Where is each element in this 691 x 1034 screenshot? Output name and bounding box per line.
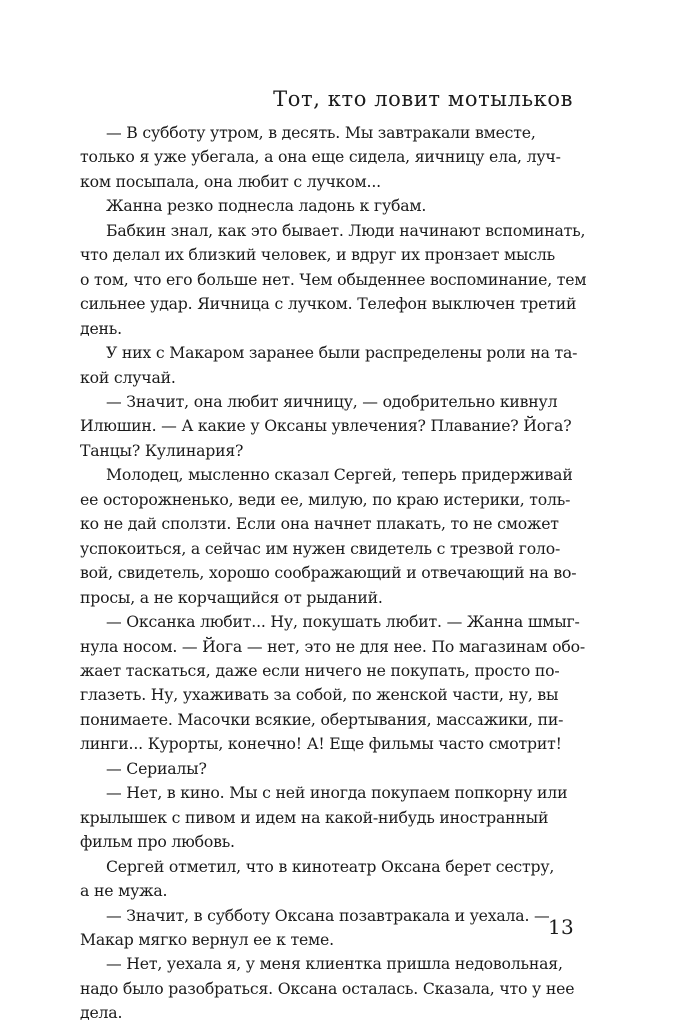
text-line: жает таскаться, даже если ничего не покупать, просто по- bbox=[80, 660, 560, 680]
paragraph bbox=[80, 463, 577, 610]
text-line: Танцы? Кулинария? bbox=[80, 440, 244, 460]
text-line: просы, а не корчащийся от рыданий. bbox=[80, 587, 383, 607]
text-line: только я уже убегала, а она еще сидела, яичницу ела, луч- bbox=[80, 147, 561, 167]
text-line: фильм про любовь. bbox=[80, 832, 235, 852]
page-number: 13 bbox=[547, 915, 574, 939]
text-line: сильнее удар. Яичница с лучком. Телефон выключен третий bbox=[80, 294, 577, 314]
paragraph bbox=[80, 781, 573, 854]
text-line: Жанна резко поднесла ладонь к губам. bbox=[106, 196, 427, 216]
text-line: — Нет, в кино. Мы с ней иногда покупаем попкорну или bbox=[106, 783, 568, 803]
text-line: ко не дай сползти. Если она начнет плакать, то не сможет bbox=[80, 514, 559, 534]
body-text bbox=[80, 121, 587, 1026]
text-line: — Сериалы? bbox=[106, 758, 207, 778]
text-line: — Значит, она любит яичницу, — одобрительно кивнул bbox=[106, 391, 558, 411]
text-line: о том, что его больше нет. Чем обыденнее воспоминание, тем bbox=[80, 269, 587, 289]
text-line: вой, свидетель, хорошо соображающий и отвечающий на во- bbox=[80, 563, 577, 583]
text-line: Бабкин знал, как это бывает. Люди начинают вспоминать, bbox=[106, 220, 586, 240]
text-line: а не мужа. bbox=[80, 881, 168, 901]
text-line: ее осторожненько, веди ее, милую, по краю истерики, толь- bbox=[80, 489, 571, 509]
paragraph bbox=[80, 341, 578, 390]
paragraph bbox=[80, 121, 573, 194]
text-line: — Нет, уехала я, у меня клиентка пришла недовольная, bbox=[106, 954, 563, 974]
text-line: — В субботу утром, в десять. Мы завтракали вместе, bbox=[106, 123, 536, 142]
text-line: кой случай. bbox=[80, 367, 176, 387]
paragraph bbox=[80, 757, 573, 781]
paragraph bbox=[80, 952, 573, 1025]
paragraph bbox=[80, 855, 573, 904]
running-head: Тот, кто ловит мотыльков bbox=[273, 87, 573, 111]
text-line: день. bbox=[80, 318, 122, 338]
text-line: — Оксанка любит... Ну, покушать любит. — Жанна шмыг- bbox=[106, 612, 580, 632]
text-line: успокоиться, а сейчас им нужен свидетель с трезвой голо- bbox=[80, 538, 561, 558]
paragraph bbox=[80, 219, 587, 341]
text-line: крылышек с пивом и идем на какой-нибудь иностранный bbox=[80, 807, 549, 827]
text-line: Сергей отметил, что в кинотеатр Оксана берет сестру, bbox=[106, 856, 555, 876]
text-line: надо было разобраться. Оксана осталась. Сказала, что у нее bbox=[80, 978, 575, 998]
text-line: понимаете. Масочки всякие, обертывания, массажики, пи- bbox=[80, 709, 564, 729]
text-line: Илюшин. — А какие у Оксаны увлечения? Плавание? Йога? bbox=[80, 416, 572, 436]
text-line: нула носом. — Йога — нет, это не для нее. По магазинам обо- bbox=[80, 636, 585, 656]
text-line: ком посыпала, она любит с лучком... bbox=[80, 171, 381, 191]
text-line: глазеть. Ну, ухаживать за собой, по женской части, ну, вы bbox=[80, 685, 559, 705]
text-line: дела. bbox=[80, 1003, 123, 1023]
text-line: что делал их близкий человек, и вдруг их пронзает мысль bbox=[80, 245, 556, 265]
paragraph bbox=[80, 610, 585, 757]
text-line: У них с Макаром заранее были распределены роли на та- bbox=[106, 343, 578, 363]
text-line: линги... Курорты, конечно! А! Еще фильмы часто смотрит! bbox=[80, 734, 562, 754]
paragraph bbox=[80, 390, 573, 463]
text-line: Макар мягко вернул ее к теме. bbox=[80, 929, 334, 949]
text-line: Молодец, мысленно сказал Сергей, теперь придерживай bbox=[106, 465, 573, 485]
paragraph bbox=[80, 194, 573, 218]
text-line: — Значит, в субботу Оксана позавтракала и уехала. — bbox=[106, 905, 550, 925]
paragraph bbox=[80, 904, 573, 953]
